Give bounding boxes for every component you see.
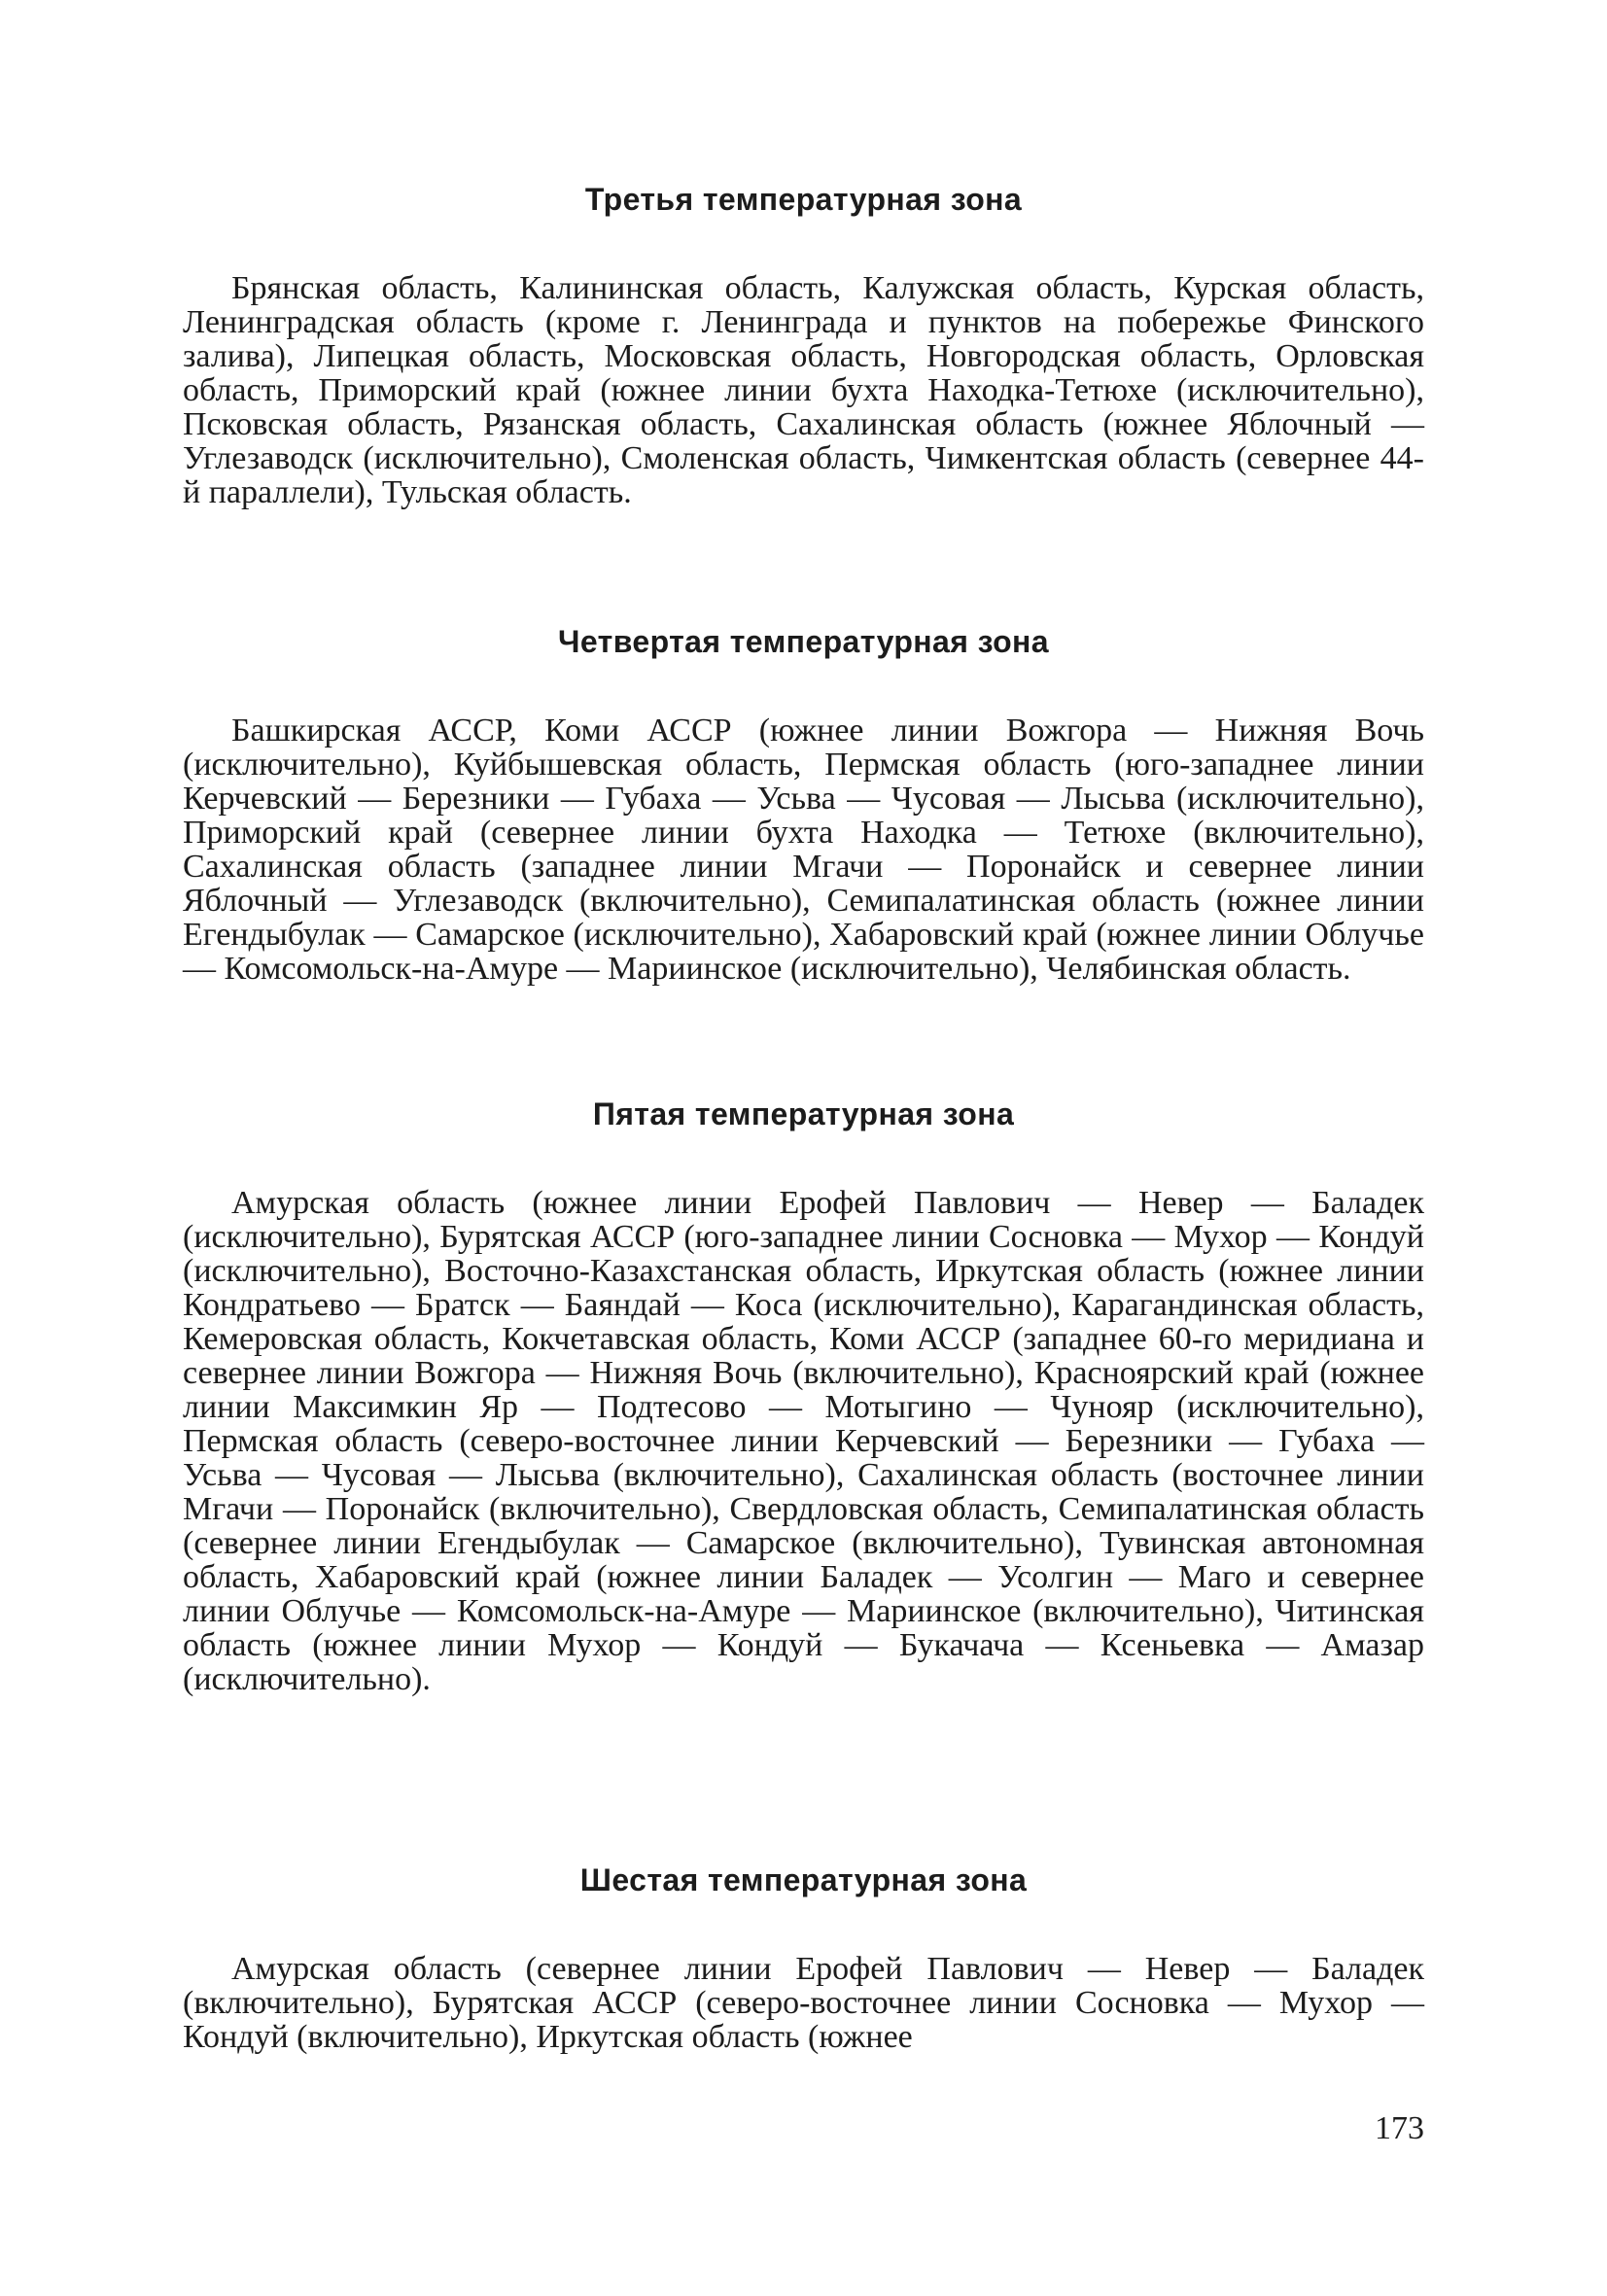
section-sixth-zone xyxy=(183,1859,1424,2054)
section-paragraph: Брянская область, Калининская область, Калужская область, Курская область, Ленинградская область (кроме г. Ленинграда и пунктов на побережье Финского залива), Липецкая область, Московская область, Новгородская область, Орловская область, Приморский край (южнее линии бухта Находка-Тетюхе (исключительно), Псковская область, Рязанская область, Сахалинская область (южнее Яблочный — Углезаводск (исключительно), Смоленская область, Чимкентская область (севернее 44-й параллели), Тульская область. xyxy=(183,270,1424,510)
section-third-zone xyxy=(183,178,1424,509)
page-number: 173 xyxy=(1375,2110,1424,2146)
section-fifth-zone xyxy=(183,1093,1424,1696)
section-paragraph: Амурская область (южнее линии Ерофей Павлович — Невер — Баладек (исключительно), Бурятская АССР (юго-западнее линии Сосновка — Мухор — Кондуй (исключительно), Восточно-Казахстанская область, Иркутская область (южнее линии Кондратьево — Братск — Баяндай — Коса (исключительно), Карагандинская область, Кемеровская область, Кокчетавская область, Коми АССР (западнее 60-го меридиана и севернее линии Вожгора — Нижняя Вочь (включительно), Красноярский край (южнее линии Максимкин Яр — Подтесово — Мотыгино — Чунояр (исключительно), Пермская область (северо-восточнее линии Керчевский — Березники — Губаха — Усьва — Чусовая — Лысьва (включительно), Сахалинская область (восточнее линии Мгачи — Поронайск (включительно), Свердловская область, Семипалатинская область (севернее линии Егендыбулак — Самарское (включительно), Тувинская автономная область, Хабаровский край (южнее линии Баладек — Усолгин — Маго и севернее линии Облучье — Комсомольск-на-Амуре — Мариинское (включительно), Читинская область (южнее линии Мухор — Кондуй — Букачача — Ксеньевка — Амазар (исключительно). xyxy=(183,1185,1424,1697)
section-paragraph: Башкирская АССР, Коми АССР (южнее линии Вожгора — Нижняя Вочь (исключительно), Куйбышевская область, Пермская область (юго-западнее линии Керчевский — Березники — Губаха — Усьва — Чусовая — Лысьва (исключительно), Приморский край (севернее линии бухта Находка — Тетюхе (включительно), Сахалинская область (западнее линии Мгачи — Поронайск и севернее линии Яблочный — Углезаводск (включительно), Семипалатинская область (южнее линии Егендыбулак — Самарское (исключительно), Хабаровский край (южнее линии Облучье — Комсомольск-на-Амуре — Мариинское (исключительно), Челябинская область. xyxy=(183,713,1424,987)
section-fourth-zone xyxy=(183,620,1424,986)
section-heading: Пятая температурная зона xyxy=(592,1096,1015,1131)
section-paragraph: Амурская область (севернее линии Ерофей Павлович — Невер — Баладек (включительно), Бурятская АССР (северо-восточнее линии Сосновка — Мухор — Кондуй (включительно), Иркутская область (южнее xyxy=(183,1951,1424,2055)
section-heading: Шестая температурная зона xyxy=(579,1862,1028,1897)
section-heading: Четвертая температурная зона xyxy=(558,624,1049,659)
section-heading: Третья температурная зона xyxy=(584,182,1023,217)
